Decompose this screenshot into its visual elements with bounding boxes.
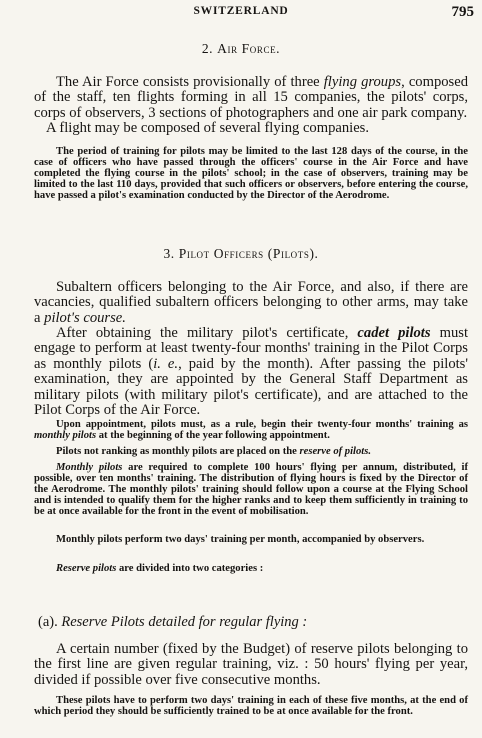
- paragraph-cadet-pilots: [34, 326, 468, 418]
- section-number: 3.: [163, 246, 175, 261]
- text-run: After obtaining the military pilot's certificate,: [56, 325, 358, 341]
- text-run: , paid by the month). After passing the pilots' examination, they are appointed by the General Staff Department as military pilots (with military pilot's certificate), and are attached to the Pilot Corps of the Air Force.: [34, 355, 468, 419]
- text-run: must engage to perform at least twenty-four months' training in the Pilot Corps as monthly pilots (: [34, 325, 468, 372]
- note-monthly-pilots: [34, 462, 468, 517]
- italic-text: Reserve pilots: [56, 563, 117, 574]
- subheading-title: Reserve Pilots detailed for regular flying :: [61, 614, 308, 630]
- italic-text: i. e.: [153, 355, 179, 372]
- page-number: 795: [451, 4, 474, 20]
- note-appointment: [34, 419, 468, 441]
- note-two-days-training: Monthly pilots perform two days' training per month, accompanied by observers.: [56, 534, 425, 545]
- italic-text: cadet pilots: [357, 325, 431, 341]
- text-run: at the beginning of the year following appointment.: [96, 430, 330, 441]
- text-run: are required to complete 100 hours' flying per annum, distributed, if possible, over ten months' training. The distribution of flying hours is fixed by the Director of the Aerodrome. The monthly pilots' training should follow upon a course at the Flying School and is intended to qualify them for the higher ranks and to keep them sufficiently in training to be at once available for the front in the event of mobilisation.: [34, 462, 468, 517]
- subheading-reserve-regular: [38, 614, 307, 631]
- subheading-label: (a).: [38, 614, 58, 630]
- section-heading-pilot-officers: [0, 246, 482, 262]
- text-run: Subaltern officers belonging to the Air Force, and also, if there are vacancies, qualified subaltern officers belonging to other arms, may take a: [34, 279, 468, 326]
- text-run: The Air Force consists provisionally of three: [56, 74, 324, 90]
- italic-text: pilot's course.: [44, 309, 126, 326]
- section-title: Air Force.: [217, 41, 281, 56]
- italic-text: Monthly pilots: [56, 462, 123, 473]
- note-training-period: The period of training for pilots may be limited to the last 128 days of the course, in the case of officers who have passed through the officers' course in the Air Force and have completed the flying course in the pilots' school; in the case of observers, training may be limited to the last 110 days, provided that such officers or observers, before entering the course, have passed a pilot's examination conducted by the Director of the Aerodrome.: [34, 146, 468, 201]
- paragraph-air-force-composition: [34, 75, 468, 121]
- text-run: , composed of the staff, ten flights forming in all 15 companies, the pilots' corps, corps of observers, 3 sections of photographers and one air park company.: [34, 74, 468, 121]
- section-number: 2.: [201, 41, 214, 56]
- paragraph-reserve-training: A certain number (fixed by the Budget) of reserve pilots belonging to the first line are given regular training, viz. : 50 hours' flying per year, divided if possible over five consecutive months.: [34, 641, 468, 688]
- section-title: Pilot Officers (Pilots).: [178, 246, 319, 261]
- section-heading-air-force: [0, 41, 482, 57]
- italic-text: reserve of pilots.: [299, 446, 371, 457]
- note-reserve: [34, 446, 468, 457]
- italic-text: flying groups: [323, 74, 402, 90]
- italic-text: monthly pilots: [34, 430, 97, 441]
- paragraph-subaltern-officers: [34, 280, 468, 326]
- text-run: are divided into two categories :: [116, 563, 264, 574]
- running-header: [0, 4, 482, 22]
- note-reserve-categories: [34, 563, 468, 574]
- paragraph-flight: A flight may be composed of several flying companies.: [46, 120, 370, 136]
- text-run: Upon appointment, pilots must, as a rule, begin their twenty-four months' training as: [56, 419, 468, 430]
- note-five-months: These pilots have to perform two days' training in each of these five months, at the end of which period they should be sufficiently trained to be at once available for the front.: [34, 695, 468, 717]
- text-run: Pilots not ranking as monthly pilots are placed on the: [56, 446, 300, 457]
- running-title: SWITZERLAND: [193, 5, 289, 17]
